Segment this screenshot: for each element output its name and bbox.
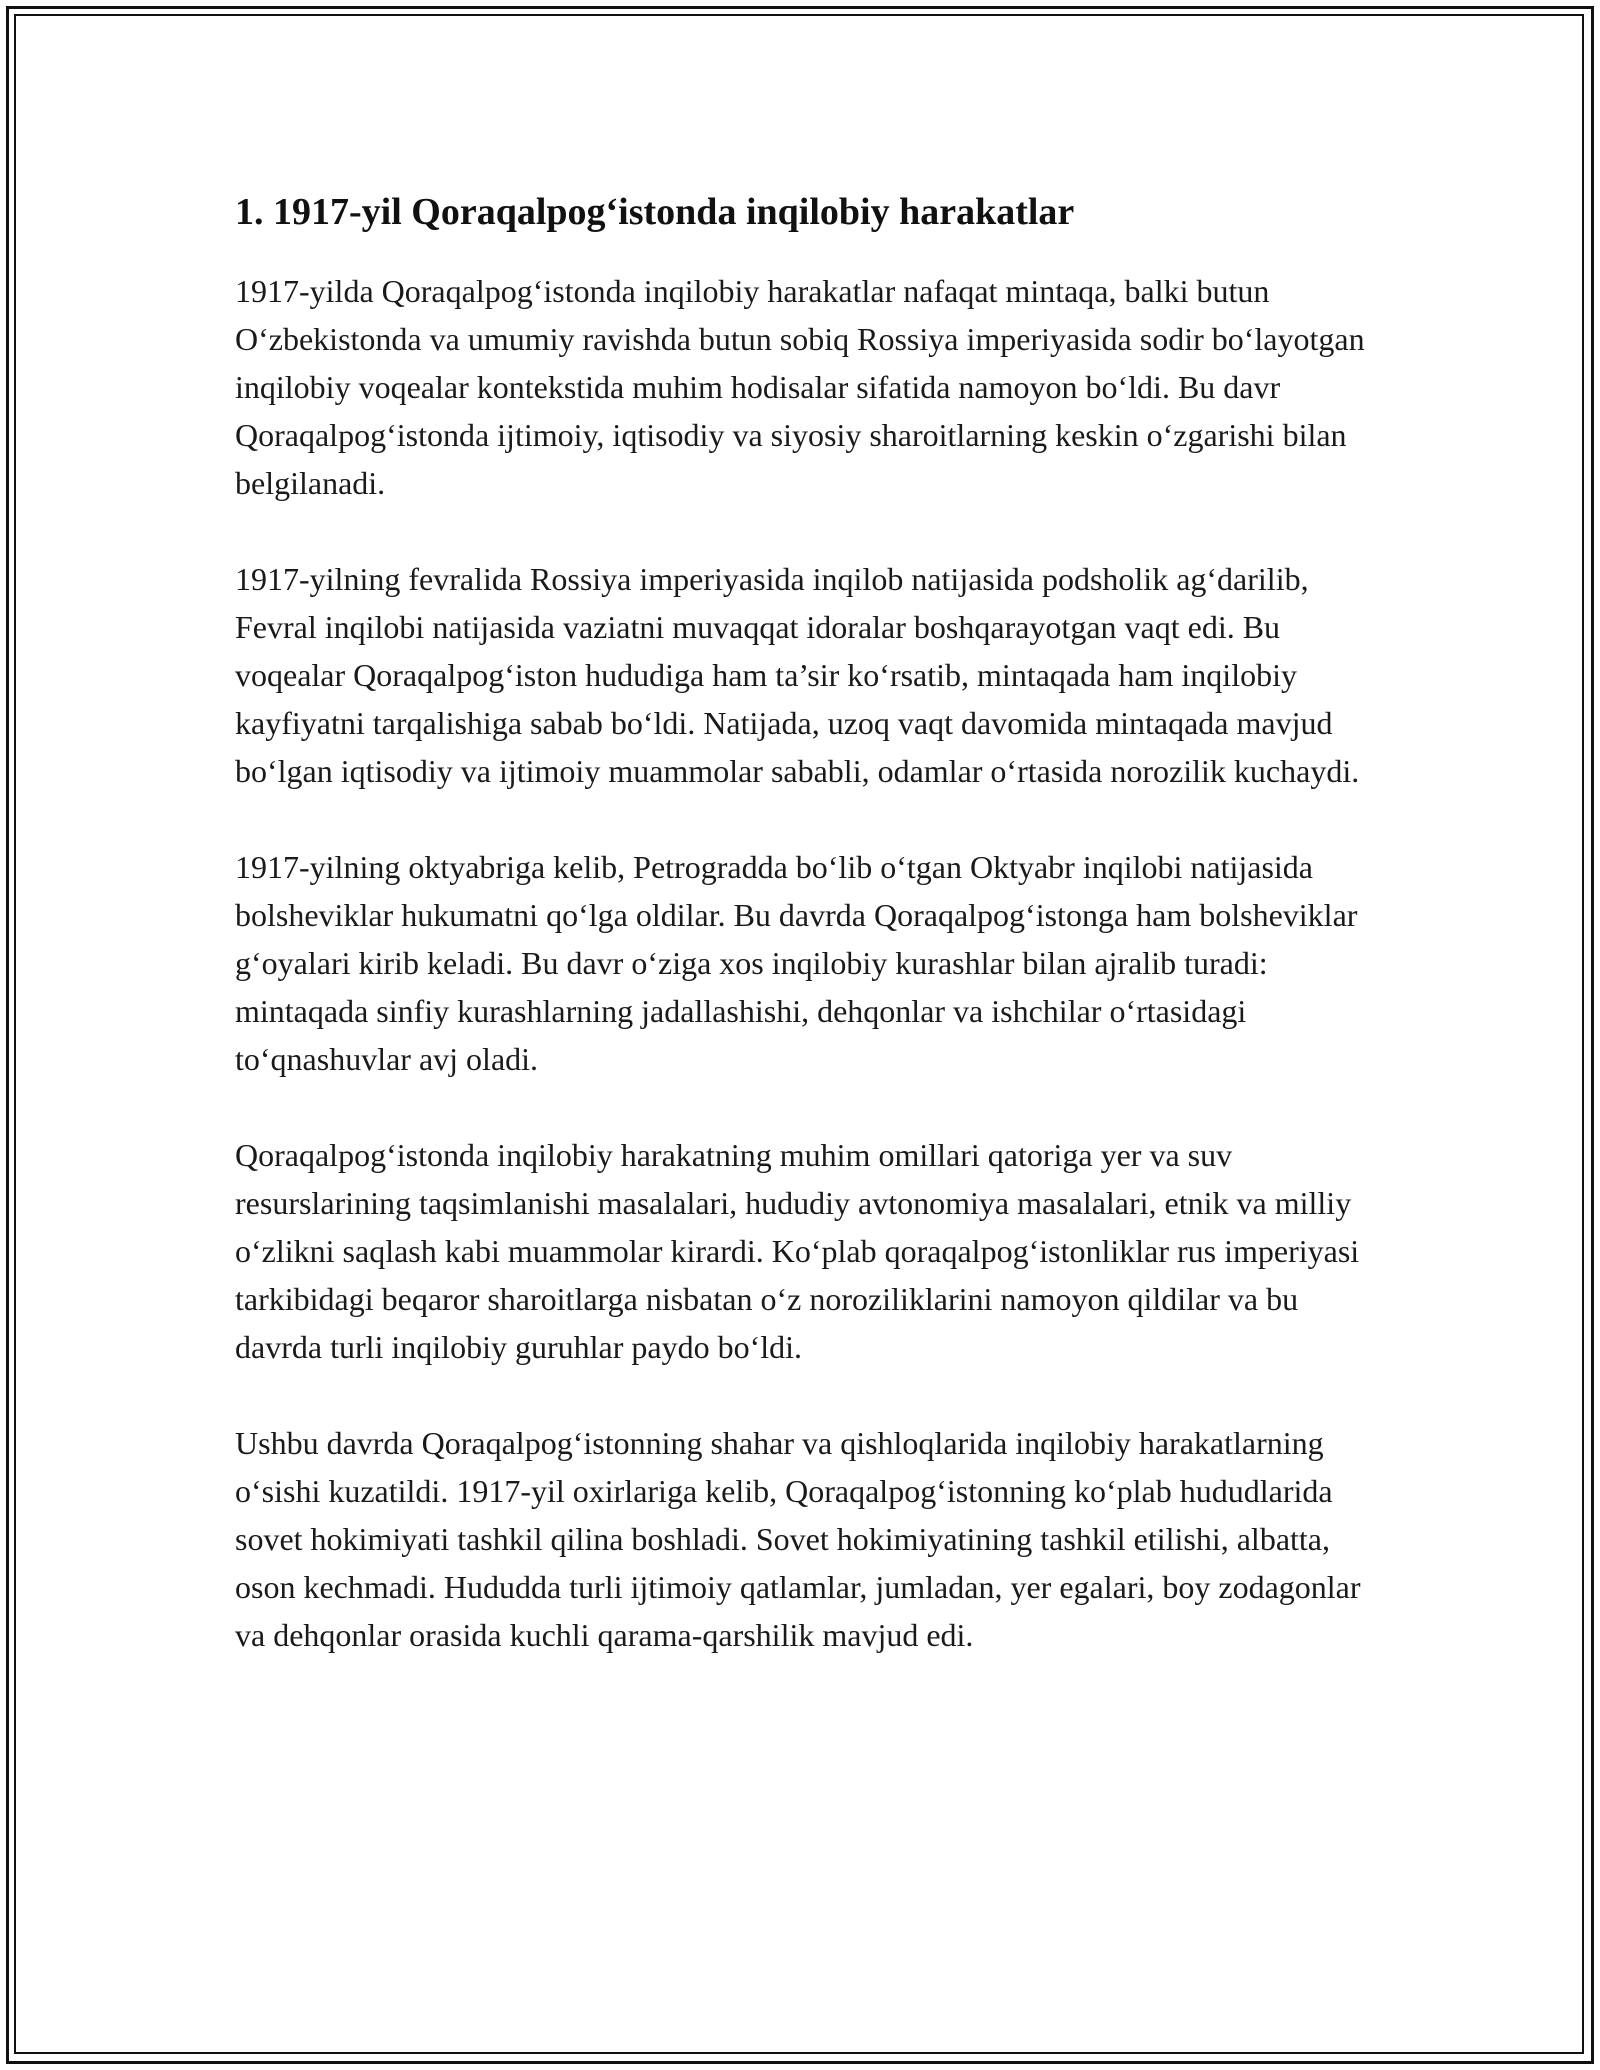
paragraph-4: Qoraqalpog‘istonda inqilobiy harakatning muhim omillari qatoriga yer va suv resurslarining taqsimlanishi masalalari, hududiy avtonomiya masalalari, etnik va milliy o‘zlikni saqlash kabi muammolar kirardi. Ko‘plab qoraqalpog‘istonliklar rus imperiyasi tarkibidagi beqaror sharoitlarga nisbatan o‘z noroziliklarini namoyon qildilar va bu davrda turli inqilobiy guruhlar paydo bo‘ldi. [235, 1137, 1360, 1366]
document-page [235, 186, 1375, 1707]
paragraph-2: 1917-yilning fevralida Rossiya imperiyasida inqilob natijasida podsholik ag‘darilib, Fevral inqilobi natijasida vaziatni muvaqqat idoralar boshqarayotgan vaqt edi. Bu voqealar Qoraqalpog‘iston hududiga ham ta’sir ko‘rsatib, mintaqada ham inqilobiy kayfiyatni tarqalishiga sabab bo‘ldi. Natijada, uzoq vaqt davomida mintaqada mavjud bo‘lgan iqtisodiy va ijtimoiy muammolar sababli, odamlar o‘rtasida norozilik kuchaydi. [235, 561, 1360, 790]
paragraph-3: 1917-yilning oktyabriga kelib, Petrogradda bo‘lib o‘tgan Oktyabr inqilobi natijasida bolsheviklar hukumatni qo‘lga oldilar. Bu davrda Qoraqalpog‘istonga ham bolsheviklar g‘oyalari kirib keladi. Bu davr o‘ziga xos inqilobiy kurashlar bilan ajralib turadi: mintaqada sinfiy kurashlarning jadallashishi, dehqonlar va ishchilar o‘rtasidagi to‘qnashuvlar avj oladi. [235, 849, 1358, 1078]
paragraph-5: Ushbu davrda Qoraqalpog‘istonning shahar va qishloqlarida inqilobiy harakatlarning o‘sishi kuzatildi. 1917-yil oxirlariga kelib, Qoraqalpog‘istonning ko‘plab hududlarida sovet hokimiyati tashkil qilina boshladi. Sovet hokimiyatining tashkil etilishi, albatta, oson kechmadi. Hududda turli ijtimoiy qatlamlar, jumladan, yer egalari, boy zodagonlar va dehqonlar orasida kuchli qarama-qarshilik mavjud edi. [235, 1425, 1361, 1654]
paragraph-1: 1917-yilda Qoraqalpog‘istonda inqilobiy harakatlar nafaqat mintaqa, balki butun O‘zbekistonda va umumiy ravishda butun sobiq Rossiya imperiyasida sodir bo‘layotgan inqilobiy voqealar kontekstida muhim hodisalar sifatida namoyon bo‘ldi. Bu davr Qoraqalpog‘istonda ijtimoiy, iqtisodiy va siyosiy sharoitlarning keskin o‘zgarishi bilan belgilanadi. [235, 273, 1365, 502]
section-heading: 1. 1917-yil Qoraqalpog‘istonda inqilobiy harakatlar [235, 191, 1075, 233]
